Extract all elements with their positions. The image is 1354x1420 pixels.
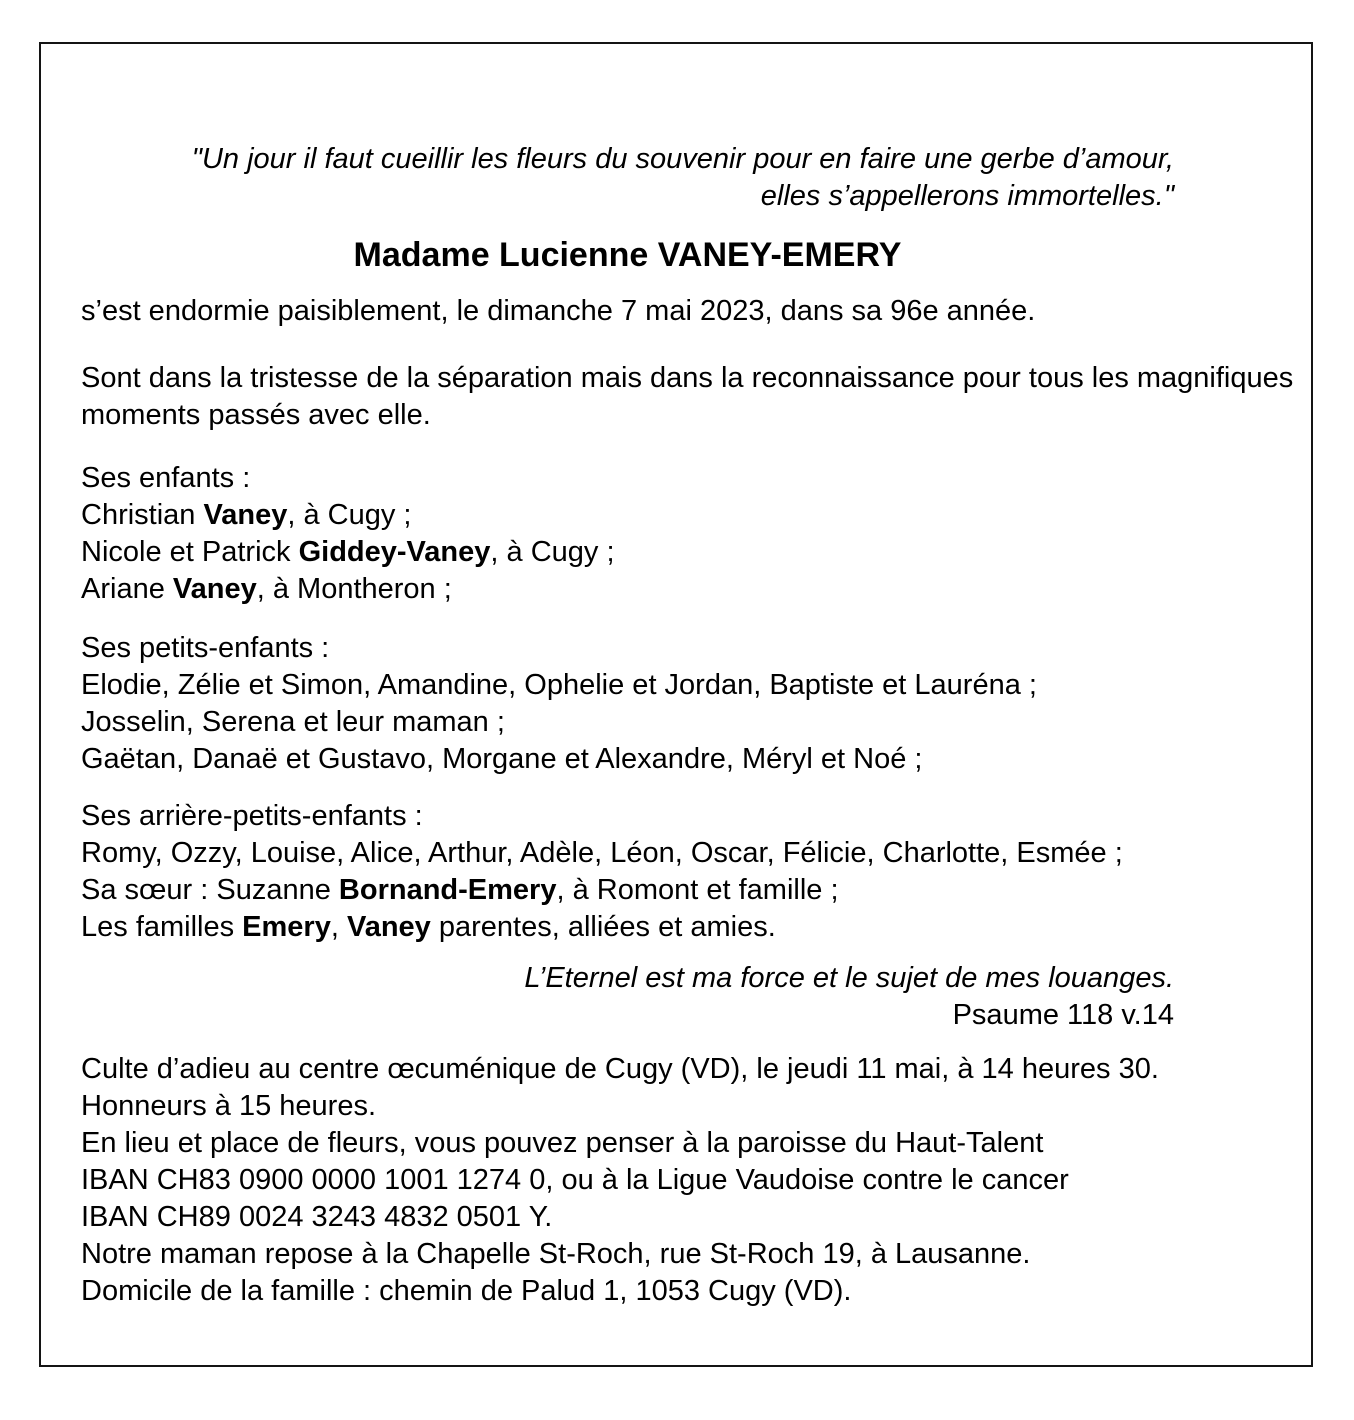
children-line-1-name: Vaney [203,499,288,531]
children-line-2-pre: Nicole et Patrick [81,536,299,568]
families-line-name-2: Vaney [346,911,431,943]
families-line-sep: , [330,911,347,943]
grandchildren-heading: Ses petits-enfants : [81,632,330,664]
donation-line: En lieu et place de fleurs, vous pouvez penser à la paroisse du Haut-Talent [81,1127,1044,1159]
children-line-1 [81,497,1311,534]
sorrow-line-2: moments passés avec elle. [81,399,431,431]
obituary-page [39,42,1313,1367]
verse-line: L’Eternel est ma force et le sujet de mes louanges. [524,962,1174,994]
families-line [81,909,1311,946]
epigraph-line-2: elles s’appellerons immortelles." [760,180,1174,212]
verse-reference: Psaume 118 v.14 [952,999,1174,1031]
sorrow-line-1: Sont dans la tristesse de la séparation mais dans la reconnaissance pour tous les magnifiques [81,362,1294,394]
sister-line-name: Bornand-Emery [338,874,557,906]
great-grandchildren-heading: Ses arrière-petits-enfants : [81,800,423,832]
great-grandchildren-line-1: Romy, Ozzy, Louise, Alice, Arthur, Adèle, Léon, Oscar, Félicie, Charlotte, Esmée ; [81,837,1123,869]
children-line-2-name: Giddey-Vaney [298,536,491,568]
sister-line-pre: Sa sœur : Suzanne [81,874,339,906]
children-line-3-post: , à Montheron ; [256,573,452,605]
children-heading: Ses enfants : [81,462,251,494]
sister-line-post: , à Romont et famille ; [556,874,839,906]
iban-line-1: IBAN CH83 0900 0000 1001 1274 0, ou à la Ligue Vaudoise contre le cancer [81,1164,1069,1196]
funeral-service-line: Culte d’adieu au centre œcuménique de Cugy (VD), le jeudi 11 mai, à 14 heures 30. [81,1053,1159,1085]
children-line-1-post: , à Cugy ; [287,499,412,531]
children-line-2-post: , à Cugy ; [490,536,615,568]
children-line-2 [81,534,1311,571]
sister-line [81,872,1311,909]
repose-line: Notre maman repose à la Chapelle St-Roch, rue St-Roch 19, à Lausanne. [81,1238,1031,1270]
epigraph-line-1: "Un jour il faut cueillir les fleurs du souvenir pour en faire une gerbe d’amour, [191,143,1174,175]
family-address-line: Domicile de la famille : chemin de Palud 1, 1053 Cugy (VD). [81,1275,852,1307]
iban-line-2: IBAN CH89 0024 3243 4832 0501 Y. [81,1201,553,1233]
children-line-3 [81,571,1311,608]
death-notice-line: s’est endormie paisiblement, le dimanche 7 mai 2023, dans sa 96e année. [81,295,1036,327]
children-line-3-pre: Ariane [81,573,173,605]
families-line-pre: Les familles [81,911,243,943]
grandchildren-line-1: Elodie, Zélie et Simon, Amandine, Ophelie et Jordan, Baptiste et Lauréna ; [81,669,1037,701]
grandchildren-line-2: Josselin, Serena et leur maman ; [81,706,505,738]
honors-line: Honneurs à 15 heures. [81,1090,377,1122]
grandchildren-line-3: Gaëtan, Danaë et Gustavo, Morgane et Alexandre, Méryl et Noé ; [81,743,923,775]
children-line-3-name: Vaney [172,573,257,605]
children-line-1-pre: Christian [81,499,204,531]
families-line-post: parentes, alliées et amies. [430,911,776,943]
families-line-name-1: Emery [242,911,331,943]
deceased-name-title: Madame Lucienne VANEY-EMERY [353,236,902,274]
